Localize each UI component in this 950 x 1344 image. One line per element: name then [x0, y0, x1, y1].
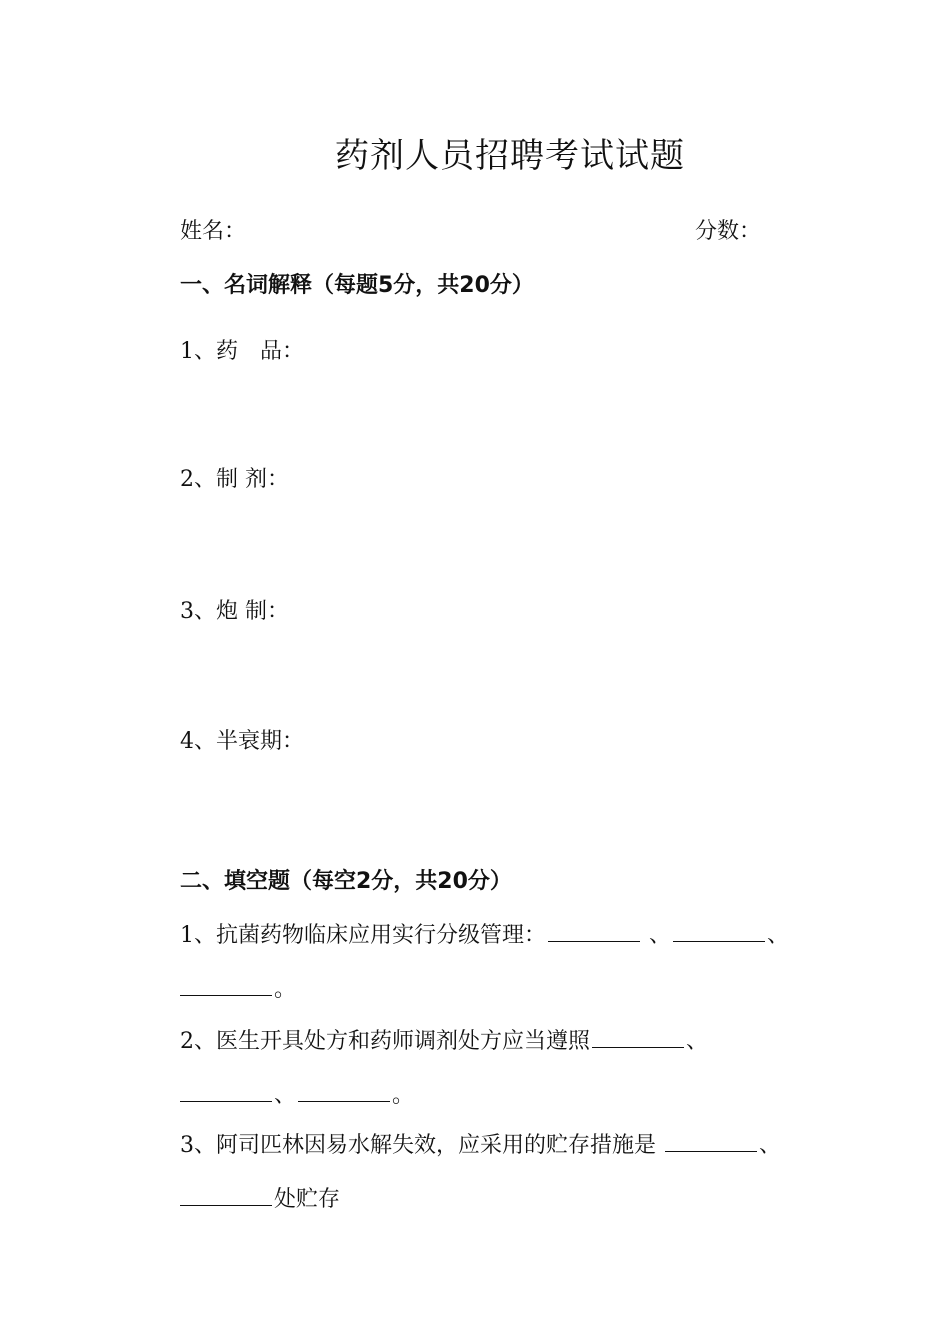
question-end: 。 — [274, 977, 297, 1002]
score-label: 分数： — [695, 219, 762, 244]
answer-blank[interactable] — [673, 921, 765, 942]
question-text: 3、阿司匹林因易水解失效，应采用的贮存措施是 — [180, 1133, 656, 1158]
fill-question-2 — [180, 1024, 708, 1055]
question-text: 2、医生开具处方和药师调剂处方应当遵照 — [180, 1029, 590, 1054]
separator: 、 — [274, 1083, 297, 1108]
answer-blank[interactable] — [180, 1081, 272, 1102]
section-heading-definitions: 一、名词解释（每题5分，共20分） — [180, 273, 534, 298]
question-text: 1、抗菌药物临床应用实行分级管理： — [180, 923, 546, 948]
definition-item: 4、半衰期： — [180, 729, 304, 754]
fill-question-3-cont — [180, 1182, 340, 1213]
section-heading-fill-in: 二、填空题（每空2分，共20分） — [180, 869, 512, 894]
definition-item: 1、药 品： — [180, 339, 304, 364]
separator: 、 — [767, 923, 790, 948]
answer-blank[interactable] — [665, 1131, 757, 1152]
answer-blank[interactable] — [592, 1027, 684, 1048]
definition-item: 3、炮 制： — [180, 599, 289, 624]
separator: 、 — [686, 1029, 709, 1054]
page-title: 药剂人员招聘考试试题 — [335, 136, 685, 176]
question-end: 处贮存 — [274, 1187, 341, 1212]
answer-blank[interactable] — [548, 921, 640, 942]
fill-question-1-cont — [180, 972, 296, 1003]
fill-question-2-cont — [180, 1078, 414, 1109]
answer-blank[interactable] — [180, 1185, 272, 1206]
fill-question-3 — [180, 1128, 781, 1159]
definition-item: 2、制 剂： — [180, 467, 289, 492]
separator: 、 — [759, 1133, 782, 1158]
name-label: 姓名： — [180, 219, 247, 244]
answer-blank[interactable] — [180, 975, 272, 996]
answer-blank[interactable] — [298, 1081, 390, 1102]
fill-question-1 — [180, 918, 789, 949]
separator: 、 — [649, 923, 672, 948]
question-end: 。 — [392, 1083, 415, 1108]
